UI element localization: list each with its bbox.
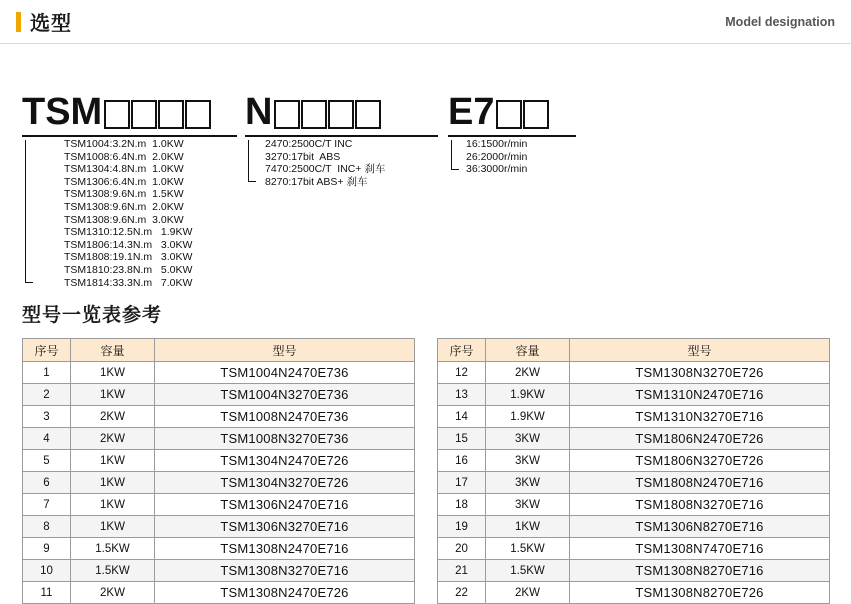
- spec-line: TSM1004:3.2N.m 1.0KW: [64, 138, 184, 150]
- cell-no: 16: [438, 450, 486, 472]
- spec-line: TSM1308:9.6N.m 1.5KW: [64, 188, 184, 201]
- designation-block-e7: [448, 90, 578, 176]
- column-header-capacity: 容量: [486, 339, 570, 362]
- designation-box: [185, 100, 211, 129]
- cell-model: TSM1306N3270E716: [155, 516, 415, 538]
- cell-model: TSM1004N3270E736: [155, 384, 415, 406]
- table-row: [23, 582, 415, 604]
- designation-box: [158, 100, 184, 129]
- cell-no: 6: [23, 472, 71, 494]
- table-row: [438, 516, 830, 538]
- cell-model: TSM1308N3270E716: [155, 560, 415, 582]
- spec-line: TSM1308:9.6N.m 2.0KW: [64, 200, 184, 213]
- table-row: [23, 428, 415, 450]
- cell-capacity: 2KW: [71, 428, 155, 450]
- table-row: [23, 538, 415, 560]
- model-table-left: [22, 338, 415, 604]
- cell-model: TSM1806N3270E726: [570, 450, 830, 472]
- cell-capacity: 2KW: [71, 582, 155, 604]
- spec-line: 3270:17bit ABS: [265, 150, 341, 163]
- column-header-no: 序号: [23, 339, 71, 362]
- table-row: [438, 560, 830, 582]
- table-body-right: [438, 362, 830, 604]
- cell-model: TSM1808N3270E716: [570, 494, 830, 516]
- table-row: [23, 384, 415, 406]
- model-designation-diagram: [0, 44, 851, 293]
- table-row: [23, 472, 415, 494]
- page-header: [0, 0, 851, 44]
- spec-line: 7470:2500C/T INC+ 刹车: [265, 163, 386, 176]
- table-row: [438, 362, 830, 384]
- cell-no: 19: [438, 516, 486, 538]
- designation-block-n: [245, 90, 440, 188]
- cell-no: 3: [23, 406, 71, 428]
- designation-underline: [245, 135, 438, 137]
- designation-code-tsm: [22, 90, 237, 132]
- designation-specs-e7: [448, 138, 578, 176]
- table-header-row: [23, 339, 415, 362]
- model-list-tables: [22, 338, 830, 604]
- table-row: [23, 560, 415, 582]
- designation-code-e7: [448, 90, 578, 132]
- accent-bar-icon: [16, 12, 21, 32]
- cell-model: TSM1008N3270E736: [155, 428, 415, 450]
- cell-capacity: 1KW: [71, 516, 155, 538]
- cell-capacity: 1KW: [71, 472, 155, 494]
- designation-specs-tsm: [22, 138, 237, 289]
- designation-specs-n: [245, 138, 440, 188]
- cell-no: 17: [438, 472, 486, 494]
- designation-box: [301, 100, 327, 129]
- cell-model: TSM1304N2470E726: [155, 450, 415, 472]
- designation-box: [131, 100, 157, 129]
- cell-model: TSM1308N8270E716: [570, 560, 830, 582]
- cell-no: 13: [438, 384, 486, 406]
- cell-capacity: 1KW: [71, 384, 155, 406]
- cell-model: TSM1310N2470E716: [570, 384, 830, 406]
- table-body-left: [23, 362, 415, 604]
- cell-capacity: 3KW: [486, 450, 570, 472]
- column-header-model: 型号: [155, 339, 415, 362]
- designation-boxes-tsm: [104, 100, 211, 129]
- cell-capacity: 1.9KW: [486, 406, 570, 428]
- designation-underline: [22, 135, 237, 137]
- cell-model: TSM1308N8270E726: [570, 582, 830, 604]
- cell-no: 20: [438, 538, 486, 560]
- designation-box: [328, 100, 354, 129]
- spec-line: 26:2000r/min: [466, 150, 528, 163]
- designation-block-tsm: [22, 90, 237, 289]
- spec-line: TSM1808:19.1N.m 3.0KW: [64, 251, 193, 264]
- cell-capacity: 1KW: [71, 362, 155, 384]
- cell-no: 2: [23, 384, 71, 406]
- spec-line: TSM1810:23.8N.m 5.0KW: [64, 263, 193, 276]
- table-row: [438, 450, 830, 472]
- cell-no: 12: [438, 362, 486, 384]
- spec-line: TSM1814:33.3N.m 7.0KW: [64, 276, 193, 289]
- table-row: [438, 538, 830, 560]
- spec-line: TSM1308:9.6N.m 3.0KW: [64, 213, 184, 226]
- spec-line: TSM1306:6.4N.m 1.0KW: [64, 175, 184, 188]
- cell-capacity: 2KW: [486, 582, 570, 604]
- designation-box: [496, 100, 522, 129]
- cell-no: 7: [23, 494, 71, 516]
- cell-no: 4: [23, 428, 71, 450]
- cell-capacity: 3KW: [486, 494, 570, 516]
- designation-box: [104, 100, 130, 129]
- cell-capacity: 3KW: [486, 428, 570, 450]
- designation-prefix-n: N: [245, 91, 273, 133]
- designation-prefix-tsm: TSM: [22, 91, 103, 133]
- cell-model: TSM1306N8270E716: [570, 516, 830, 538]
- table-row: [23, 516, 415, 538]
- table-row: [23, 406, 415, 428]
- section-title: 型号一览表参考: [22, 305, 163, 326]
- cell-capacity: 1KW: [71, 494, 155, 516]
- cell-no: 15: [438, 428, 486, 450]
- cell-capacity: 3KW: [486, 472, 570, 494]
- designation-boxes-e7: [496, 100, 549, 129]
- spec-line: TSM1008:6.4N.m 2.0KW: [64, 150, 184, 163]
- cell-capacity: 2KW: [486, 362, 570, 384]
- cell-no: 18: [438, 494, 486, 516]
- spec-line: TSM1806:14.3N.m 3.0KW: [64, 238, 193, 251]
- designation-prefix-e7: E7: [448, 91, 495, 133]
- cell-capacity: 1.9KW: [486, 384, 570, 406]
- cell-no: 10: [23, 560, 71, 582]
- cell-model: TSM1004N2470E736: [155, 362, 415, 384]
- table-header-row: [438, 339, 830, 362]
- cell-no: 1: [23, 362, 71, 384]
- cell-model: TSM1308N2470E716: [155, 538, 415, 560]
- cell-capacity: 1.5KW: [486, 538, 570, 560]
- spec-line: 16:1500r/min: [466, 138, 528, 150]
- table-row: [438, 582, 830, 604]
- cell-model: TSM1806N2470E726: [570, 428, 830, 450]
- column-header-capacity: 容量: [71, 339, 155, 362]
- cell-no: 21: [438, 560, 486, 582]
- cell-no: 5: [23, 450, 71, 472]
- cell-capacity: 1.5KW: [71, 560, 155, 582]
- cell-no: 8: [23, 516, 71, 538]
- cell-model: TSM1304N3270E726: [155, 472, 415, 494]
- spec-line: TSM1304:4.8N.m 1.0KW: [64, 163, 184, 176]
- header-subtitle: Model designation: [725, 14, 835, 29]
- table-row: [23, 450, 415, 472]
- designation-underline: [448, 135, 576, 137]
- table-row: [438, 384, 830, 406]
- column-header-no: 序号: [438, 339, 486, 362]
- spec-line: TSM1310:12.5N.m 1.9KW: [64, 226, 193, 239]
- designation-box: [355, 100, 381, 129]
- column-header-model: 型号: [570, 339, 830, 362]
- cell-model: TSM1308N7470E716: [570, 538, 830, 560]
- cell-capacity: 1KW: [486, 516, 570, 538]
- cell-model: TSM1306N2470E716: [155, 494, 415, 516]
- cell-model: TSM1008N2470E736: [155, 406, 415, 428]
- cell-no: 11: [23, 582, 71, 604]
- table-row: [438, 494, 830, 516]
- cell-model: TSM1808N2470E716: [570, 472, 830, 494]
- designation-boxes-n: [274, 100, 381, 129]
- cell-model: TSM1308N3270E726: [570, 362, 830, 384]
- cell-model: TSM1308N2470E726: [155, 582, 415, 604]
- designation-box: [523, 100, 549, 129]
- cell-capacity: 2KW: [71, 406, 155, 428]
- cell-no: 14: [438, 406, 486, 428]
- table-row: [23, 362, 415, 384]
- designation-box: [274, 100, 300, 129]
- page-title: 选型: [30, 13, 72, 35]
- spec-line: 36:3000r/min: [466, 163, 528, 176]
- cell-model: TSM1310N3270E716: [570, 406, 830, 428]
- table-row: [23, 494, 415, 516]
- table-row: [438, 472, 830, 494]
- table-row: [438, 406, 830, 428]
- spec-line: 8270:17bit ABS+ 刹车: [265, 175, 368, 188]
- cell-no: 9: [23, 538, 71, 560]
- spec-line: 2470:2500C/T INC: [265, 138, 353, 150]
- cell-capacity: 1.5KW: [486, 560, 570, 582]
- model-table-right: [437, 338, 830, 604]
- designation-code-n: [245, 90, 440, 132]
- cell-capacity: 1.5KW: [71, 538, 155, 560]
- table-row: [438, 428, 830, 450]
- cell-no: 22: [438, 582, 486, 604]
- cell-capacity: 1KW: [71, 450, 155, 472]
